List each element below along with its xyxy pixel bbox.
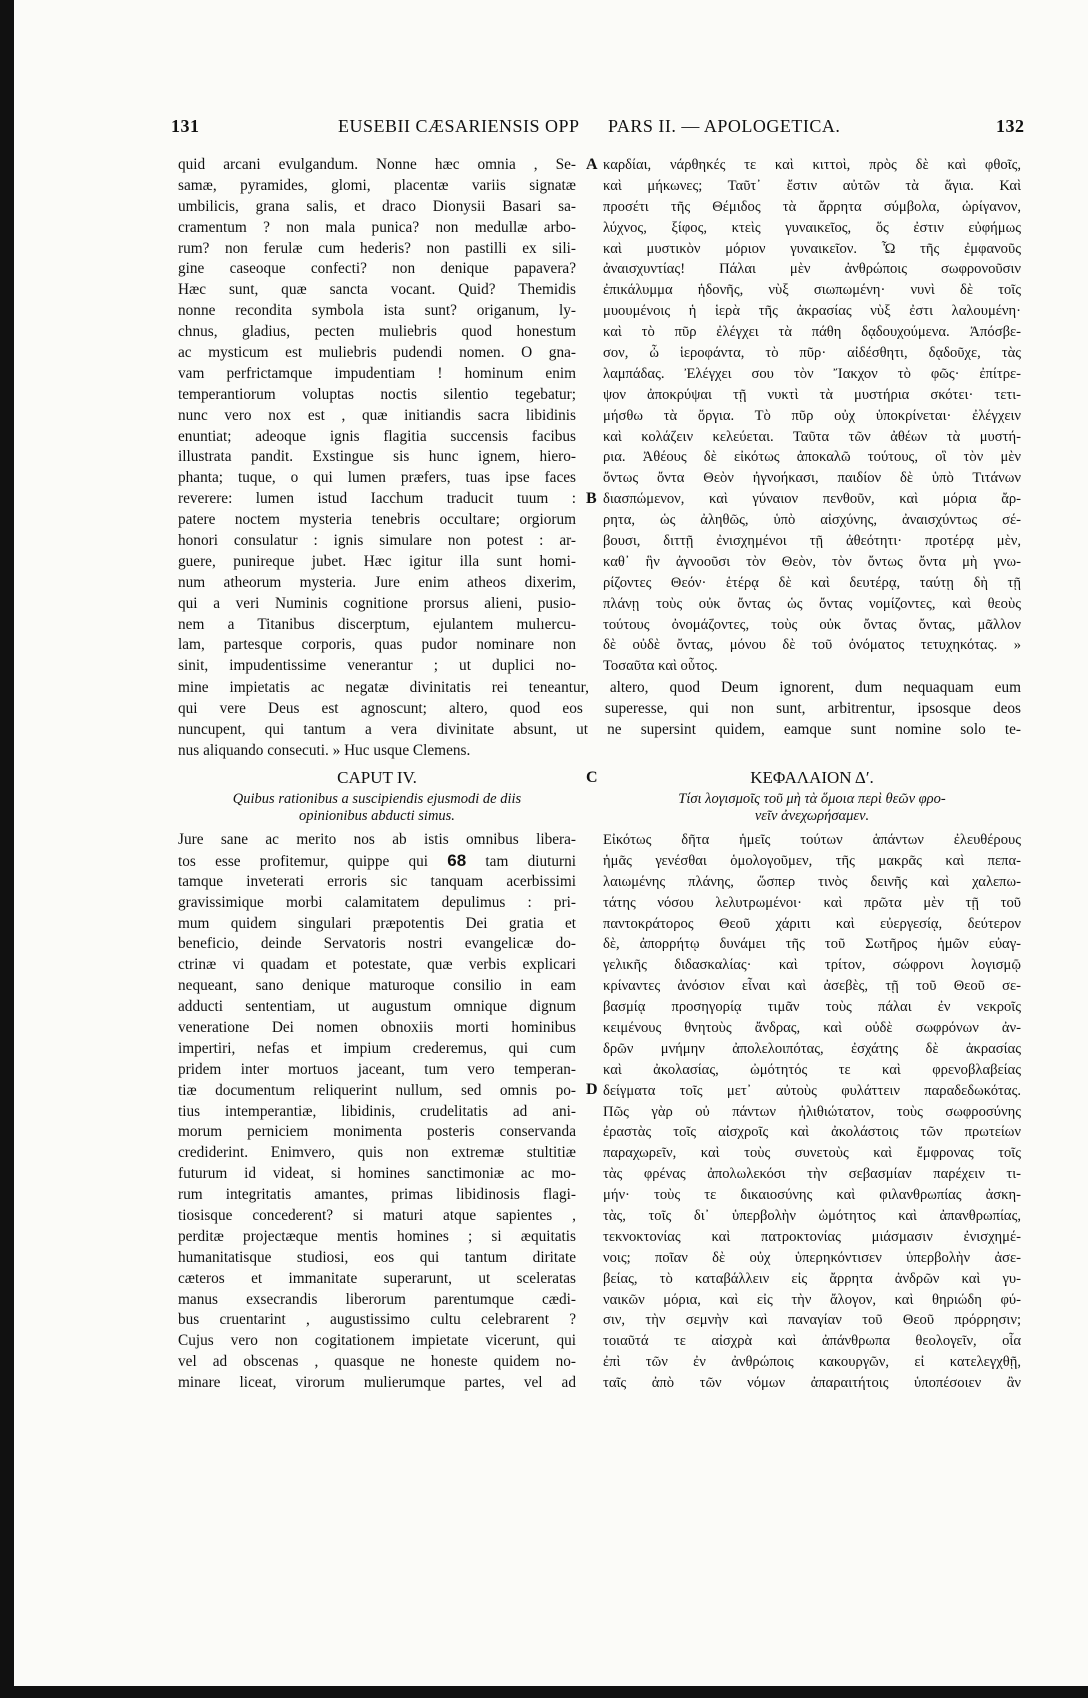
latin-text-line: cramentum ? non mala punica? non medullæ arbo- (178, 218, 576, 236)
latin-text-line: guere, punireque jubet. Hæc igitur illa sunt homi- (178, 552, 576, 570)
greek-text-line: μήν· τοὺς τε δικαιοσύνης καὶ φιλανθρωπίας ἀσκη- (603, 1187, 1021, 1204)
latin-text-line: bus cruentarint , augustissimo cultu celebrarent ? (178, 1311, 576, 1329)
greek-text-line: τάτης νόσου λελυτρωμένοι· καὶ πρῶτα μὲν τῇ τοῦ (603, 894, 1021, 911)
greek-text-line: προσέτι τῆς Θέμιδος τὰ ἄρρητα σύμβολα, ὠρίγανον, (603, 198, 1021, 215)
latin-text-line: tiosisque concederent? si maturi atque sapientes , (178, 1207, 576, 1225)
greek-column-top (603, 155, 1021, 677)
greek-text-line: καὶ κολάζειν κελεύεται. Ταῦτα τῶν ἀθέων τὰ μυστή- (603, 428, 1021, 445)
latin-text-line: pridem inter mortuos jaceant, tum vero temperan- (178, 1060, 576, 1078)
latin-text-line: nunc vero nox est , quæ initiandis sacra libidinis (178, 406, 576, 424)
greek-text-line: δὲ, ἀπορρήτῳ δυνάμει τῆς τοῦ Σωτῆρος ἡμῶν εὐαγ- (603, 936, 1021, 953)
latin-text-line: lam, partesque corporis, quas pudor nominare non (178, 636, 576, 654)
greek-text-line: ἐπικάλυμμα ἡδονῆς, νὺξ σιωπωμένη· νυνὶ δὲ τοῖς (603, 282, 1021, 299)
greek-text-line: καὶ μήκωνες; Ταῦτ᾽ ἔστιν αὐτῶν τὰ ἅγια. Καὶ (603, 177, 1021, 194)
greek-text-line: βασμίᾳ προσηγορίᾳ τιμᾶν τοὺς πάλαι ἐν νεκροῖς (603, 999, 1021, 1016)
greek-text-line: Τοσαῦτα καὶ οὗτος. (603, 658, 718, 675)
greek-text-line: κρίναντες ἀνόσιον εἶναι καὶ ἀσεβὲς, τῇ τοῦ Θεοῦ σε- (603, 978, 1021, 995)
latin-text-line: enuntiat; adeoque ignis flagitia succensis facibus (178, 427, 576, 445)
latin-text-line: honori consulatur : ignis simulare non potest : ar- (178, 532, 576, 550)
left-page-number: 131 (171, 116, 200, 136)
latin-text-line: quid arcani evulgandum. Nonne hæc omnia , Se- (178, 156, 576, 173)
greek-text-line: τεκνοκτονίας καὶ πατροκτονίας μιάσμασιν ἐνισχημέ- (603, 1228, 1021, 1245)
latin-text-line: beneficio, deinde Servatoris nostri evangelicæ do- (178, 935, 576, 953)
greek-text-line: μυουμένοις ἡ ἱερὰ τῆς ἀκρασίας νὺξ ἐστι λαλουμένη· (603, 303, 1021, 320)
latin-text-line: illustrata pandit. Exstingue sis hunc ignem, hiero- (178, 448, 576, 466)
greek-text-line: τούτους ὀνομάζοντες, τοὺς οὐκ ὄντας ὄντας, μᾶλλον (603, 616, 1021, 633)
latin-text-line: humanitatisque studiosi, eos qui tantum diritate (178, 1248, 576, 1266)
margin-marker-d: D (586, 1081, 598, 1098)
latin-text-line: reverere: lumen istud Iacchum traducit tuum : (178, 490, 576, 508)
greek-text-line: λύχνος, ξίφος, κτεὶς γυναικεῖος, ὅς ἐστιν εὐφήμως (603, 219, 1021, 236)
greek-text-line: παραχωρεῖν, καὶ τοὺς συνετοὺς καὶ ἔμφρονας τοῖς (603, 1145, 1021, 1162)
greek-text-line: καθ᾽ ἣν ἀγνοοῦσι τὸν Θεὸν, τὸν ὄντως ὄντα μὴ γνω- (603, 553, 1021, 570)
latin-text-line: tos esse profitemur, quippe qui 68 tam diuturni (178, 850, 576, 870)
right-page-number: 132 (996, 116, 1025, 136)
greek-text-line: γελικῆς διδασκαλίας· καὶ τρίτον, σώφρονι λογισμῷ (603, 957, 1021, 974)
latin-text-line: gravissimique morbi calamitatem depulimus : pri- (178, 893, 576, 911)
left-running-title: EUSEBII CÆSARIENSIS OPP (338, 116, 580, 136)
latin-text-line: sinit, impudentissime venerantur ; ut duplici no- (178, 657, 576, 675)
latin-text-line: ctrinæ vi quadam et potestate, quæ verbis explicari (178, 956, 576, 974)
greek-text-line: τὰς, τοῖς δι᾽ ὑπερβολὴν ὠμότητος καὶ ἀπανθρωπίας, (603, 1208, 1021, 1225)
greek-text-line: καρδίαι, νάρθηκές τε καὶ κιττοὶ, πρὸς δὲ καὶ φθοῖς, (603, 157, 1021, 173)
latin-text-line: futurum id videat, si homines sanctimoniæ ac mo- (178, 1165, 576, 1183)
latin-text-line: gine caseoque confecti? non denique papavera? (178, 260, 576, 278)
latin-text-line: chnus, gladius, pecten muliebris quod honestum (178, 323, 576, 341)
greek-text-line: ἐπὶ τῶν ἐν ἀνθρώποις κακουργῶν, εἰ κατελεγχθῇ, (603, 1354, 1021, 1371)
greek-text-line: μήσθω τὰ ὄργια. Τὸ πῦρ οὐχ ὑποκρίνεται· ἐλέγχειν (603, 407, 1021, 424)
greek-text-line: νοις; ποῖαν δὲ οὐχ ὑπερηκόντισεν ὑπερβολὴν ἀσε- (603, 1249, 1021, 1266)
latin-text-line: Hæc sunt, quæ sancta vocant. Quid? Themidis (178, 281, 576, 299)
greek-text-line: διασπώμενον, καὶ γύναιον πενθοῦν, καὶ μόρια ἄρ- (603, 491, 1021, 508)
greek-text-line: δρῶν μνήμην ἀπολελοιπότας, ἐσχάτης δὲ ἀκρασίας (603, 1040, 1021, 1057)
greek-text-line: σον, ὦ ἱεροφάντα, τὸ πῦρ· αἰδέσθητι, δᾳδοῦχε, τὰς (603, 345, 1021, 362)
greek-text-line: δείγματα τοῖς μετ᾽ αὐτοὺς φυλάττειν παραδεδωκότας. (603, 1082, 1021, 1099)
latin-text-line: perditæ projectæque mentis homines ; si æquitatis (178, 1227, 576, 1245)
latin-text-line: tiæ documentum reliquerint nullum, sed omnis po- (178, 1081, 576, 1099)
greek-text-line: τοιαῦτά τε αἰσχρὰ καὶ ἀπάνθρωπα θεολογεῖν, οἷα (603, 1333, 1021, 1350)
latin-text-line: rum integritatis amantes, primas libidinosis flagi- (178, 1186, 576, 1204)
latin-text-line: nem a Titanibus discerptum, ejulantem mulıercu- (178, 615, 576, 633)
latin-column-top (178, 155, 576, 677)
greek-text-line: λαιωμένης πλάνης, ὥσπερ τινὸς δεινῆς καὶ χαλεπω- (603, 873, 1021, 890)
greek-text-line: ἀναισχυντίας! Πάλαι μὲν ἀνθρώποις σωφρονοῦσιν (603, 261, 1021, 278)
latin-text-line: nequeant, sano denique maturoque consilio in eam (178, 977, 576, 995)
greek-subheading-line: νεῖν ἀνεχωρήσαμεν. (754, 808, 870, 824)
latin-text-line: vam perfrictamque impudentiam ! hominum enim (178, 364, 576, 382)
latin-text-line: umbilicis, grana salis, et draco Dionysii Basari sa- (178, 197, 576, 215)
greek-text-line: πλάνῃ τοὺς οὐκ ὄντας ὡς ὄντας νομίζοντες, καὶ θεοὺς (603, 595, 1021, 612)
latin-text-line: rum? non ferulæ cum hederis? non pastilli ex sili- (178, 239, 576, 257)
margin-marker-c: C (586, 769, 598, 786)
latin-text-line: num atheorum mysteria. Jure enim atheos dixerim, (178, 573, 576, 591)
greek-subheading-line: Τίσι λογισμοῖς τοῦ μὴ τὰ ὅμοια περὶ θεῶν φρο- (678, 791, 946, 807)
page-reference-number: 68 (447, 850, 467, 870)
greek-text-line: ρίζοντες Θεόν· ἑτέρᾳ δὲ καὶ δευτέρᾳ, ταύτῃ δὴ τῇ (603, 574, 1021, 591)
latin-subheading-line: opinionibus abducti simus. (299, 808, 455, 824)
latin-text-line: qui a veri Numinis cognitione prorsus alieni, pusio- (178, 594, 576, 612)
greek-text-line: ναικῶν μόρια, καὶ εἰς τὴν ἄλογον, καὶ θηριώδη φύ- (603, 1291, 1021, 1308)
greek-text-line: σιν, τὴν σεμνὴν καὶ παναγίαν τοῦ Θεοῦ πρόρρησιν; (603, 1312, 1021, 1329)
latin-text-line: cæteros et immanitate superarunt, ut sceleratas (178, 1269, 576, 1287)
latin-text-line: tamque inveterati erroris sic tanquam acerbissimi (178, 872, 576, 890)
latin-text-line: vel ad obscenas , quasque ne honeste quidem no- (178, 1353, 576, 1371)
greek-chapter-subheading (603, 791, 1021, 825)
latin-text-line: samæ, pyramides, glomi, placentæ variis signatæ (178, 176, 576, 194)
latin-text-line: crediderint. Enimvero, quis non extremæ stultitiæ (178, 1144, 576, 1162)
latin-chapter-heading: CAPUT IV. (337, 768, 417, 787)
latin-text-line: impertiri, nefas et impium crederemus, qui cum (178, 1039, 576, 1057)
full-width-text-line: mine impietatis ac negatæ divinitatis rei teneantur, altero, quod Deum ignorent, dum nequaquam eum (178, 679, 1021, 696)
latin-text-line: manus exsecrandis liberorum parentumque cædi- (178, 1290, 576, 1308)
latin-text-line: veneratione Dei nomen obnoxiis morti hominibus (178, 1019, 576, 1037)
latin-text-line: Cujus vero non cogitationem impietate vicerunt, qui (178, 1332, 576, 1350)
greek-text-line: καὶ μυστικὸν μόριον γυναικεῖον. Ὦ τῆς ἐμφανοῦς (603, 240, 1021, 257)
greek-text-line: Εἰκότως δῆτα ἡμεῖς τούτων ἁπάντων ἐλευθέρους (603, 832, 1021, 848)
greek-text-line: παντοκράτορος Θεοῦ χάριτι καὶ εὐεργεσίᾳ, δεύτερον (603, 915, 1021, 932)
latin-text-line: tius intemperantiæ, libidinis, crudelitatis ad ani- (178, 1102, 576, 1120)
latin-text-line: temperantiorum voluptas noctis silentio tegebatur; (178, 385, 576, 403)
latin-text-line: adducti sententiam, ut augustum omnique dignum (178, 998, 576, 1016)
latin-text-line: nonne recondita symbola ista sunt? origanum, ly- (178, 302, 576, 320)
running-header (0, 116, 1088, 142)
latin-text-line: patere noctem mysteria tenebris occultare; orgiorum (178, 511, 576, 529)
full-width-paragraph (178, 678, 1021, 762)
greek-text-line: Πῶς γὰρ οὐ πάντων ἠλιθιώτατον, τοὺς σωφροσύνης (603, 1103, 1021, 1120)
greek-text-line: καὶ ἀκολασίας, ὠμότητός τε καὶ φρενοβλαβείας (603, 1061, 1021, 1078)
greek-text-line: δὲ οὐδὲ ὄντας, μόνου δὲ τοῦ ὀνόματος τετυχηκότας. » (603, 637, 1021, 654)
latin-subheading-line: Quibus rationibus a suscipiendis ejusmodi de diis (232, 791, 522, 807)
greek-text-line: ἐραστὰς τοῖς αἰσχροῖς καὶ ἀκολάστοις τῶν πρωτείων (603, 1124, 1021, 1141)
margin-marker-a: A (586, 156, 598, 173)
greek-text-line: βουσι, διττῇ ἐνισχημένοι τῇ ἀθεότητι· προτέρᾳ μὲν, (603, 533, 1021, 550)
greek-text-line: τὰς φρένας ἀπολωλεκόσι τὴν σεβασμίαν παρέχειν τι- (603, 1166, 1021, 1183)
full-width-text-line: qui vere Deus est agnoscunt; altero, quod eos superesse, qui non sunt, arbitrentur, ipsosque deos (178, 699, 1021, 717)
latin-text-line: morum perniciem monimenta posteris conservanda (178, 1123, 576, 1141)
greek-text-line: ρια. Ἀθέους δὲ εἰκότως ἀποκαλῶ τούτους, οἳ τὸν μὲν (603, 449, 1021, 466)
greek-text-line: ψον ἀποκρύψαι τῇ νυκτὶ τὰ μυστήρια σκότει· τετι- (603, 386, 1021, 403)
latin-column-bottom (178, 830, 576, 1394)
greek-text-line: ταῖς ἀπὸ τῶν νόμων ἀπαραιτήτοις ὑποπέσοιεν ἂν (603, 1375, 1021, 1392)
greek-column-bottom (603, 830, 1021, 1394)
greek-text-line: βείας, τὸ καταβάλλειν εἰς ἄρρητα ἀνδρῶν καὶ γυ- (603, 1270, 1021, 1287)
greek-text-line: κειμένους θνητοὺς ἄνδρας, καὶ οὐδὲ σωφρόνων ἀν- (603, 1020, 1021, 1037)
latin-text-line: minare liceat, virorum mulierumque partes, vel ad (178, 1374, 576, 1392)
latin-text-line: ac mysticum est muliebris pudendi nomen. O gna- (178, 344, 576, 362)
latin-text-line: Jure sane ac merito nos ab istis omnibus libera- (178, 831, 576, 848)
scan-edge-left (0, 0, 14, 1698)
greek-text-line: ρητα, ὡς ἀληθῶς, ὑπὸ αἰσχύνης, ἀναισχύντως σέ- (603, 512, 1021, 529)
latin-text-line: mum quidem singulari præpotentis Dei gratia et (178, 914, 576, 932)
greek-text-line: καὶ τὸ πῦρ ἐλέγχει τὰ πάθη δᾳδουχούμενα. Ἀπόσβε- (603, 324, 1021, 341)
latin-text-line: phanta; tuque, o qui lumen præfers, tuas ipse faces (178, 469, 576, 487)
full-width-text-line: nus aliquando consecuti. » Huc usque Clemens. (178, 741, 471, 759)
greek-chapter-heading: ΚΕΦΑΛΑΙΟΝ Δʹ. (750, 768, 874, 787)
greek-text-line: ὄντως ὄντα Θεὸν ἠγνοήκασι, παιδίον δὲ ὑπὸ Τιτάνων (603, 470, 1021, 487)
greek-text-line: ἡμᾶς γενέσθαι ὁμολογοῦμεν, τῆς μακρᾶς καὶ πεπα- (603, 852, 1021, 869)
margin-marker-b: B (586, 490, 597, 507)
full-width-text-line: nuncupent, qui tantum a vera divinitate absunt, ut ne supersint quidem, eamque sunt nomine solo te- (178, 720, 1021, 738)
right-running-title: PARS II. — APOLOGETICA. (608, 116, 841, 136)
latin-chapter-subheading (178, 791, 576, 825)
greek-text-line: λαμπάδας. Ἐλέγχει σου τὸν Ἴακχον τὸ φῶς· ἐπίτρε- (603, 365, 1021, 382)
scan-edge-bottom (0, 1686, 1088, 1698)
